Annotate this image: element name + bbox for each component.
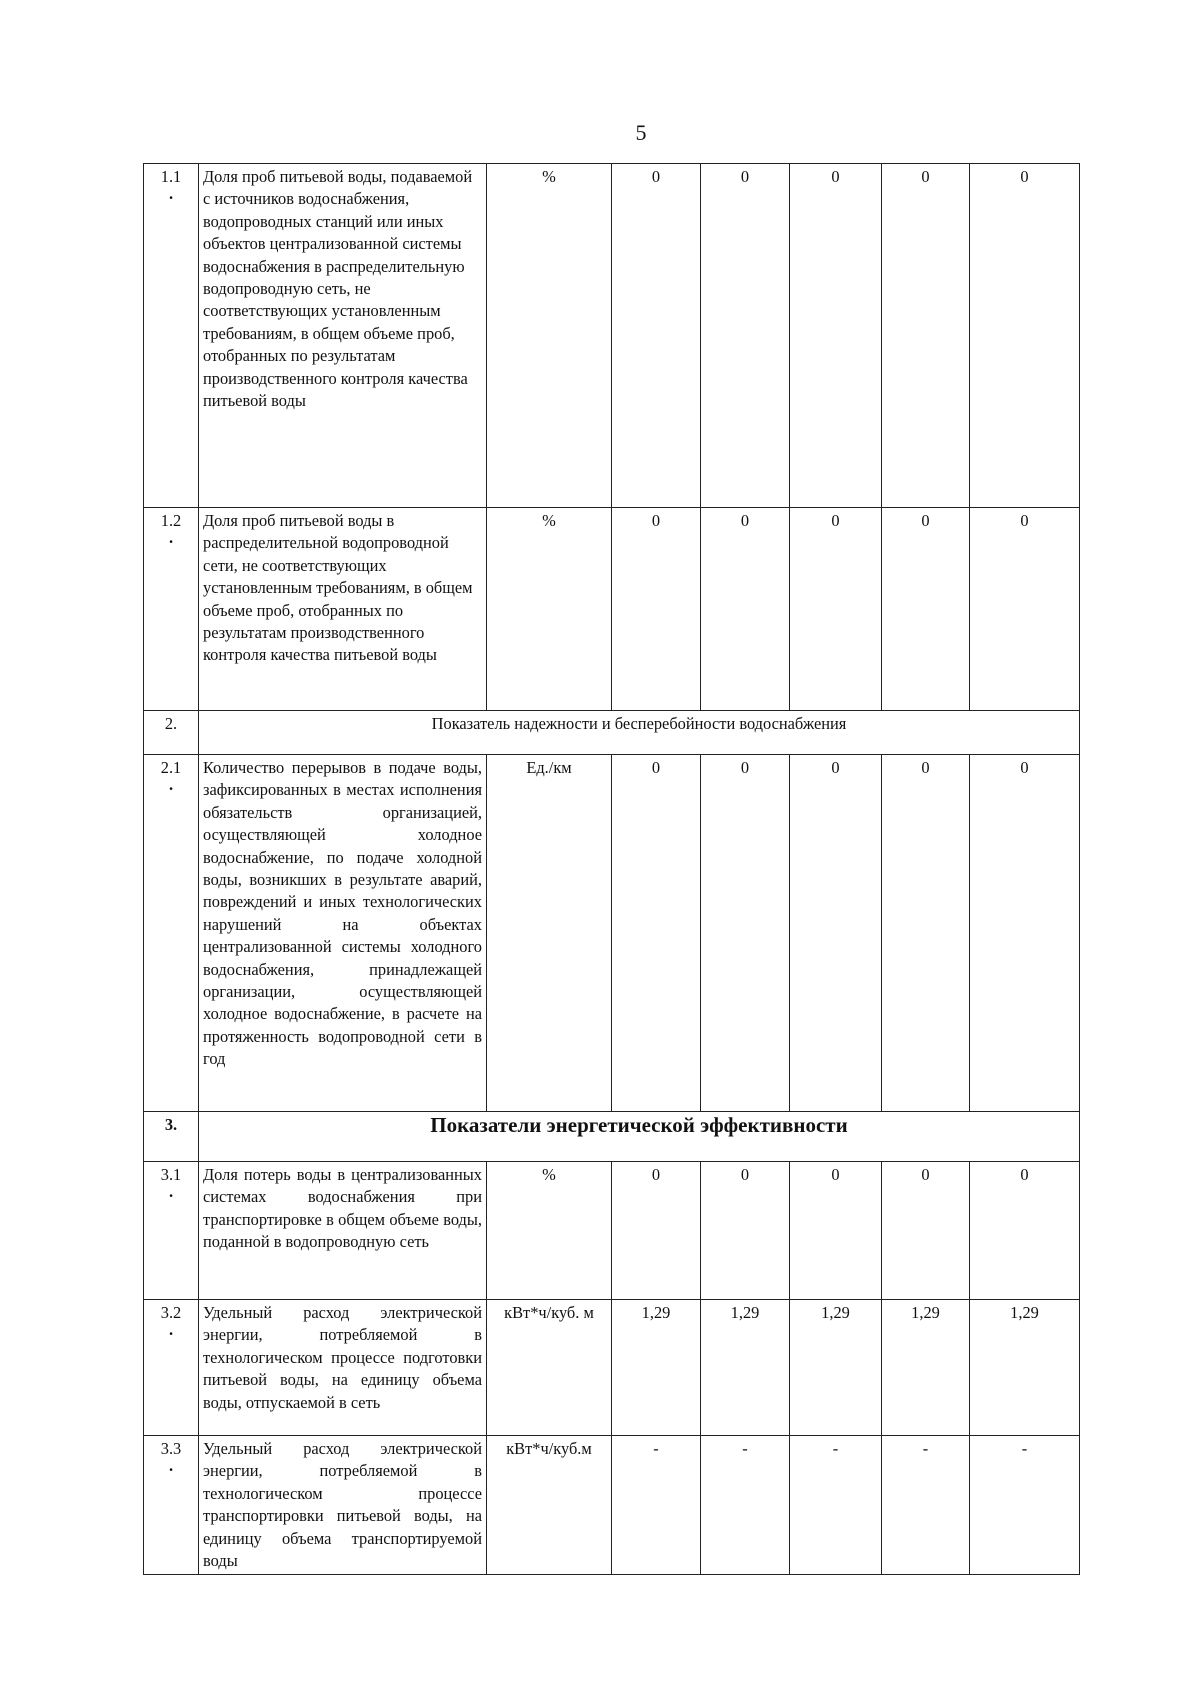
row-value: - — [701, 1436, 790, 1575]
page-number: 5 — [635, 120, 647, 145]
table-row — [144, 508, 1080, 711]
row-value: 0 — [701, 1162, 790, 1300]
row-unit: кВт*ч/куб. м — [487, 1300, 612, 1436]
row-description: Удельный расход электрической энергии, потребляемой в технологическом процессе транспортировки питьевой воды, на единицу объема транспортируемой воды — [199, 1436, 487, 1575]
row-unit: % — [487, 164, 612, 508]
row-unit: Ед./км — [487, 755, 612, 1112]
row-value: 0 — [701, 508, 790, 711]
row-value: 0 — [970, 164, 1080, 508]
row-description: Доля проб питьевой воды, подаваемой с источников водоснабжения, водопроводных станций или иных объектов централизованной системы водоснабжения в распределительную водопроводную сеть, не соответствующих установленным требованиям, в общем объеме проб, отобранных по результатам производственного контроля качества питьевой воды — [199, 164, 487, 508]
table-row — [144, 1162, 1080, 1300]
row-number: 2.1 . — [144, 755, 199, 1112]
row-number: 1.2 . — [144, 508, 199, 711]
row-value: - — [612, 1436, 701, 1575]
row-description: Доля проб питьевой воды в распределительной водопроводной сети, не соответствующих установленным требованиям, в общем объеме проб, отобранных по результатам производственного контроля качества питьевой воды — [199, 508, 487, 711]
row-value: 1,29 — [701, 1300, 790, 1436]
row-description: Доля потерь воды в централизованных системах водоснабжения при транспортировке в общем объеме воды, поданной в водопроводную сеть — [199, 1162, 487, 1300]
row-value: 1,29 — [970, 1300, 1080, 1436]
row-number: 3.2 . — [144, 1300, 199, 1436]
section-title: Показатель надежности и бесперебойности водоснабжения — [199, 711, 1080, 755]
row-value: - — [970, 1436, 1080, 1575]
row-value: 1,29 — [790, 1300, 882, 1436]
row-value: 1,29 — [612, 1300, 701, 1436]
row-value: 0 — [970, 755, 1080, 1112]
section-number: 2. — [144, 711, 199, 755]
row-value: 1,29 — [882, 1300, 970, 1436]
row-value: 0 — [790, 755, 882, 1112]
row-value: 0 — [612, 1162, 701, 1300]
row-value: 0 — [970, 508, 1080, 711]
row-value: 0 — [882, 164, 970, 508]
row-value: 0 — [790, 164, 882, 508]
row-unit: % — [487, 1162, 612, 1300]
table-row — [144, 1436, 1080, 1575]
row-number: 3.3 . — [144, 1436, 199, 1575]
row-number: 1.1 . — [144, 164, 199, 508]
row-number: 3.1 . — [144, 1162, 199, 1300]
row-description: Удельный расход электрической энергии, потребляемой в технологическом процессе подготовки питьевой воды, на единицу объема воды, отпускаемой в сеть — [199, 1300, 487, 1436]
row-value: 0 — [970, 1162, 1080, 1300]
table-row — [144, 164, 1080, 508]
row-value: 0 — [790, 1162, 882, 1300]
row-value: - — [882, 1436, 970, 1575]
row-value: 0 — [882, 508, 970, 711]
row-value: 0 — [701, 164, 790, 508]
row-value: 0 — [882, 755, 970, 1112]
row-value: - — [790, 1436, 882, 1575]
row-value: 0 — [612, 755, 701, 1112]
section-title: Показатели энергетической эффективности — [199, 1112, 1080, 1162]
row-description: Количество перерывов в подаче воды, зафиксированных в местах исполнения обязательств организацией, осуществляющей холодное водоснабжение, по подаче холодной воды, возникших в результате аварий, повреждений и иных технологических нарушений на объектах централизованной системы холодного водоснабжения, принадлежащей организации, осуществляющей холодное водоснабжение, в расчете на протяженность водопроводной сети в год — [199, 755, 487, 1112]
row-value: 0 — [790, 508, 882, 711]
row-unit: кВт*ч/куб.м — [487, 1436, 612, 1575]
row-value: 0 — [612, 508, 701, 711]
row-value: 0 — [612, 164, 701, 508]
section-number: 3. — [144, 1112, 199, 1162]
table-row — [144, 1300, 1080, 1436]
row-value: 0 — [882, 1162, 970, 1300]
section-row — [144, 711, 1080, 755]
indicators-table — [143, 163, 1080, 1575]
row-value: 0 — [701, 755, 790, 1112]
row-unit: % — [487, 508, 612, 711]
section-row — [144, 1112, 1080, 1162]
table-row — [144, 755, 1080, 1112]
